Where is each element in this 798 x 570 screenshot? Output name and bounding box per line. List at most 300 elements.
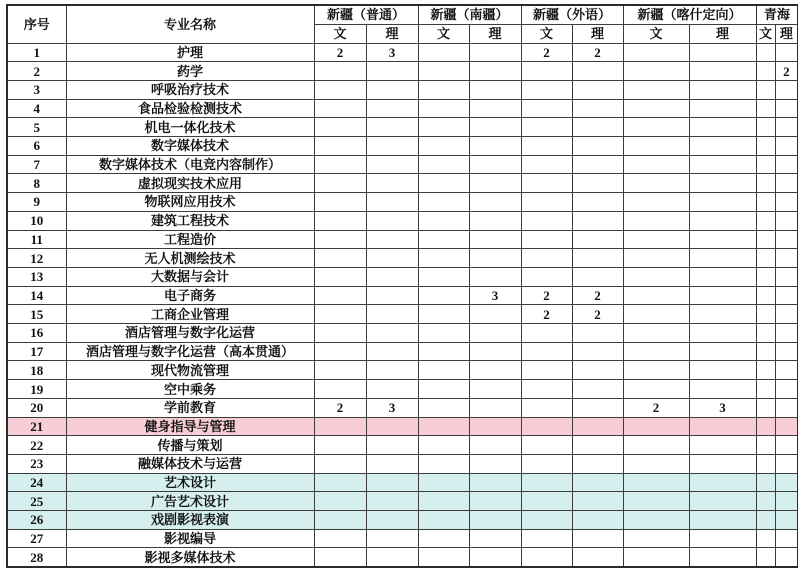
plan-count: [366, 436, 418, 455]
plan-count: [469, 193, 521, 212]
plan-count: [775, 211, 798, 230]
plan-count: 2: [521, 286, 572, 305]
plan-count: [521, 548, 572, 567]
major-name: 物联网应用技术: [66, 193, 314, 212]
row-index: 19: [7, 380, 66, 399]
subcol-general-science: 理: [366, 24, 418, 43]
plan-count: [418, 548, 469, 567]
plan-count: [366, 548, 418, 567]
plan-count: [623, 193, 689, 212]
row-index: 4: [7, 99, 66, 118]
plan-count: [418, 62, 469, 81]
table-row: [7, 454, 798, 473]
plan-count: [756, 99, 775, 118]
plan-count: [572, 174, 623, 193]
plan-count: [314, 286, 366, 305]
plan-count: [623, 99, 689, 118]
table-row: [7, 174, 798, 193]
plan-count: [469, 211, 521, 230]
plan-count: [469, 380, 521, 399]
plan-count: 3: [689, 398, 756, 417]
plan-count: [521, 511, 572, 530]
plan-count: [469, 80, 521, 99]
plan-count: [756, 417, 775, 436]
row-index: 11: [7, 230, 66, 249]
plan-count: [775, 230, 798, 249]
row-index: 16: [7, 324, 66, 343]
subcol-foreign-arts: 文: [521, 24, 572, 43]
table-row: [7, 529, 798, 548]
table-body: [7, 43, 798, 567]
plan-count: [366, 249, 418, 268]
plan-count: [623, 118, 689, 137]
plan-count: [418, 230, 469, 249]
subcol-general-arts: 文: [314, 24, 366, 43]
row-index: 28: [7, 548, 66, 567]
plan-count: [314, 436, 366, 455]
plan-count: [572, 324, 623, 343]
plan-count: [623, 286, 689, 305]
subcol-kashgar-arts: 文: [623, 24, 689, 43]
subcol-south-science: 理: [469, 24, 521, 43]
row-index: 7: [7, 155, 66, 174]
major-name: 艺术设计: [66, 473, 314, 492]
plan-count: [623, 324, 689, 343]
plan-count: [469, 492, 521, 511]
plan-count: [775, 473, 798, 492]
table-row: [7, 249, 798, 268]
plan-count: [521, 361, 572, 380]
major-name: 电子商务: [66, 286, 314, 305]
row-index: 20: [7, 398, 66, 417]
row-index: 21: [7, 417, 66, 436]
plan-count: [521, 230, 572, 249]
plan-count: [366, 137, 418, 156]
plan-count: [572, 118, 623, 137]
col-group-xinjiang-kashgar-directed: 新疆（喀什定向）: [623, 5, 756, 24]
plan-count: [775, 193, 798, 212]
plan-count: [469, 398, 521, 417]
plan-count: [623, 174, 689, 193]
plan-count: [775, 80, 798, 99]
plan-count: [689, 62, 756, 81]
plan-count: [775, 155, 798, 174]
plan-count: [756, 230, 775, 249]
plan-count: [689, 174, 756, 193]
row-index: 24: [7, 473, 66, 492]
plan-count: [314, 80, 366, 99]
plan-count: [572, 155, 623, 174]
plan-count: [572, 249, 623, 268]
row-index: 12: [7, 249, 66, 268]
major-name: 戏剧影视表演: [66, 511, 314, 530]
plan-count: [469, 267, 521, 286]
plan-count: [418, 511, 469, 530]
plan-count: [314, 230, 366, 249]
major-name: 酒店管理与数字化运营（高本贯通）: [66, 342, 314, 361]
plan-count: 2: [314, 398, 366, 417]
plan-count: [623, 230, 689, 249]
table-row: [7, 511, 798, 530]
plan-count: [689, 193, 756, 212]
plan-count: 2: [572, 43, 623, 62]
plan-count: [521, 249, 572, 268]
table-row: [7, 118, 798, 137]
plan-count: [756, 193, 775, 212]
plan-count: [418, 118, 469, 137]
plan-count: [756, 174, 775, 193]
plan-count: [623, 249, 689, 268]
plan-count: [689, 118, 756, 137]
plan-count: [689, 492, 756, 511]
plan-count: [572, 80, 623, 99]
plan-count: [521, 417, 572, 436]
plan-count: [418, 529, 469, 548]
subcol-kashgar-science: 理: [689, 24, 756, 43]
plan-count: [418, 398, 469, 417]
plan-count: [756, 398, 775, 417]
plan-count: [775, 43, 798, 62]
table-row: [7, 324, 798, 343]
plan-count: [366, 417, 418, 436]
plan-count: [469, 118, 521, 137]
row-index: 6: [7, 137, 66, 156]
admission-plan-table: [6, 4, 798, 568]
plan-count: [623, 548, 689, 567]
plan-count: [689, 511, 756, 530]
plan-count: [689, 211, 756, 230]
plan-count: [418, 454, 469, 473]
plan-count: [469, 511, 521, 530]
plan-count: [775, 436, 798, 455]
plan-count: [314, 305, 366, 324]
major-name: 现代物流管理: [66, 361, 314, 380]
plan-count: [775, 324, 798, 343]
plan-count: [521, 118, 572, 137]
row-index: 14: [7, 286, 66, 305]
row-index: 3: [7, 80, 66, 99]
plan-count: [775, 548, 798, 567]
plan-count: [366, 511, 418, 530]
major-name: 影视多媒体技术: [66, 548, 314, 567]
plan-count: [314, 548, 366, 567]
col-group-xinjiang-general: 新疆（普通）: [314, 5, 418, 24]
plan-count: [469, 99, 521, 118]
row-index: 13: [7, 267, 66, 286]
plan-count: [623, 380, 689, 399]
plan-count: [418, 324, 469, 343]
row-index: 10: [7, 211, 66, 230]
plan-count: [314, 155, 366, 174]
plan-count: [366, 454, 418, 473]
plan-count: [775, 511, 798, 530]
plan-count: [572, 417, 623, 436]
plan-count: [623, 62, 689, 81]
plan-count: [756, 155, 775, 174]
table-row: [7, 380, 798, 399]
row-index: 27: [7, 529, 66, 548]
plan-count: [689, 305, 756, 324]
plan-count: [366, 267, 418, 286]
plan-count: [623, 473, 689, 492]
table-row: [7, 43, 798, 62]
plan-count: [689, 230, 756, 249]
plan-count: [469, 137, 521, 156]
plan-count: [314, 62, 366, 81]
plan-count: [756, 380, 775, 399]
major-name: 空中乘务: [66, 380, 314, 399]
major-name: 无人机测绘技术: [66, 249, 314, 268]
plan-count: [756, 118, 775, 137]
plan-count: [775, 99, 798, 118]
row-index: 18: [7, 361, 66, 380]
plan-count: [418, 492, 469, 511]
plan-count: [469, 155, 521, 174]
plan-count: [521, 473, 572, 492]
plan-count: [756, 211, 775, 230]
plan-count: [418, 286, 469, 305]
plan-count: [756, 249, 775, 268]
plan-count: [689, 286, 756, 305]
table-row: [7, 193, 798, 212]
plan-count: [314, 174, 366, 193]
plan-count: [775, 417, 798, 436]
major-name: 数字媒体技术（电竞内容制作）: [66, 155, 314, 174]
plan-count: [418, 80, 469, 99]
table-header: [7, 5, 798, 43]
plan-count: [521, 324, 572, 343]
major-name: 建筑工程技术: [66, 211, 314, 230]
plan-count: [689, 80, 756, 99]
plan-count: [689, 249, 756, 268]
plan-count: [623, 454, 689, 473]
plan-count: [469, 174, 521, 193]
major-name: 酒店管理与数字化运营: [66, 324, 314, 343]
plan-count: [756, 62, 775, 81]
plan-count: [521, 80, 572, 99]
plan-count: [572, 193, 623, 212]
plan-count: [469, 417, 521, 436]
plan-count: [623, 529, 689, 548]
table-row: [7, 137, 798, 156]
plan-count: [521, 193, 572, 212]
table-row: [7, 398, 798, 417]
plan-count: [756, 137, 775, 156]
major-name: 食品检验检测技术: [66, 99, 314, 118]
plan-count: [689, 454, 756, 473]
plan-count: [756, 361, 775, 380]
plan-count: [314, 193, 366, 212]
plan-count: [314, 118, 366, 137]
plan-count: [623, 43, 689, 62]
plan-count: [314, 137, 366, 156]
plan-count: [572, 511, 623, 530]
plan-count: [572, 342, 623, 361]
plan-count: [418, 155, 469, 174]
col-group-xinjiang-foreign-lang: 新疆（外语）: [521, 5, 623, 24]
plan-count: [469, 305, 521, 324]
plan-count: [756, 80, 775, 99]
plan-count: [572, 211, 623, 230]
col-header-index: 序号: [7, 5, 66, 43]
plan-count: [521, 211, 572, 230]
plan-count: [623, 342, 689, 361]
plan-count: [418, 417, 469, 436]
row-index: 9: [7, 193, 66, 212]
header-row-groups: [7, 5, 798, 24]
plan-count: [469, 342, 521, 361]
plan-count: 2: [314, 43, 366, 62]
major-name: 机电一体化技术: [66, 118, 314, 137]
plan-count: [775, 249, 798, 268]
plan-count: [756, 529, 775, 548]
plan-count: [572, 137, 623, 156]
plan-count: [366, 155, 418, 174]
plan-count: [366, 80, 418, 99]
plan-count: [418, 342, 469, 361]
plan-count: 2: [775, 62, 798, 81]
plan-count: 3: [366, 398, 418, 417]
plan-count: [469, 361, 521, 380]
col-group-qinghai: 青海: [756, 5, 798, 24]
major-name: 大数据与会计: [66, 267, 314, 286]
plan-count: [689, 324, 756, 343]
plan-count: [572, 548, 623, 567]
row-index: 22: [7, 436, 66, 455]
plan-count: [756, 324, 775, 343]
plan-count: [418, 193, 469, 212]
plan-count: [366, 492, 418, 511]
plan-count: [521, 436, 572, 455]
plan-count: 3: [366, 43, 418, 62]
plan-count: [521, 267, 572, 286]
plan-count: [623, 267, 689, 286]
row-index: 15: [7, 305, 66, 324]
plan-count: [756, 305, 775, 324]
plan-count: [623, 436, 689, 455]
plan-count: [572, 267, 623, 286]
plan-count: [314, 99, 366, 118]
table-row: [7, 99, 798, 118]
plan-count: 2: [623, 398, 689, 417]
plan-count: 3: [469, 286, 521, 305]
plan-count: [689, 267, 756, 286]
major-name: 融媒体技术与运营: [66, 454, 314, 473]
plan-count: [469, 473, 521, 492]
plan-count: [314, 211, 366, 230]
table-row: [7, 436, 798, 455]
table-row: [7, 267, 798, 286]
plan-count: [623, 211, 689, 230]
plan-count: [366, 529, 418, 548]
plan-count: [689, 417, 756, 436]
plan-count: [418, 249, 469, 268]
plan-count: [314, 511, 366, 530]
plan-count: [572, 436, 623, 455]
plan-count: [572, 529, 623, 548]
plan-count: [756, 43, 775, 62]
plan-count: [572, 398, 623, 417]
plan-count: [623, 361, 689, 380]
plan-count: [775, 492, 798, 511]
major-name: 数字媒体技术: [66, 137, 314, 156]
plan-count: [521, 137, 572, 156]
plan-count: [775, 361, 798, 380]
plan-count: [521, 174, 572, 193]
plan-count: [469, 230, 521, 249]
plan-count: [572, 361, 623, 380]
plan-count: [775, 398, 798, 417]
table-row: [7, 62, 798, 81]
plan-count: [689, 155, 756, 174]
table-row: [7, 548, 798, 567]
table-row: [7, 305, 798, 324]
plan-count: [756, 548, 775, 567]
major-name: 传播与策划: [66, 436, 314, 455]
plan-count: [366, 230, 418, 249]
plan-count: [756, 511, 775, 530]
table-row: [7, 492, 798, 511]
plan-count: [469, 454, 521, 473]
plan-count: [689, 137, 756, 156]
table-row: [7, 473, 798, 492]
plan-count: [572, 62, 623, 81]
col-group-xinjiang-south: 新疆（南疆）: [418, 5, 521, 24]
subcol-foreign-science: 理: [572, 24, 623, 43]
plan-count: [521, 99, 572, 118]
plan-count: [623, 137, 689, 156]
major-name: 呼吸治疗技术: [66, 80, 314, 99]
table-row: [7, 417, 798, 436]
plan-count: [572, 99, 623, 118]
table-row: [7, 342, 798, 361]
plan-count: [572, 230, 623, 249]
plan-count: [689, 380, 756, 399]
subcol-qinghai-science: 理: [775, 24, 798, 43]
plan-count: [418, 174, 469, 193]
plan-count: [314, 267, 366, 286]
plan-count: [469, 436, 521, 455]
plan-count: [775, 137, 798, 156]
plan-count: [623, 155, 689, 174]
plan-count: [572, 380, 623, 399]
major-name: 虚拟现实技术应用: [66, 174, 314, 193]
plan-count: [689, 473, 756, 492]
plan-count: [756, 342, 775, 361]
plan-count: [756, 267, 775, 286]
plan-count: 2: [521, 43, 572, 62]
major-name: 影视编导: [66, 529, 314, 548]
plan-count: [418, 267, 469, 286]
plan-count: [418, 43, 469, 62]
plan-count: [469, 529, 521, 548]
row-index: 25: [7, 492, 66, 511]
plan-count: [756, 436, 775, 455]
plan-count: [314, 473, 366, 492]
plan-count: [689, 361, 756, 380]
plan-count: 2: [521, 305, 572, 324]
subcol-qinghai-arts: 文: [756, 24, 775, 43]
plan-count: [689, 436, 756, 455]
plan-count: [366, 473, 418, 492]
plan-count: [366, 324, 418, 343]
plan-count: [775, 267, 798, 286]
plan-count: [775, 305, 798, 324]
table-row: [7, 230, 798, 249]
row-index: 2: [7, 62, 66, 81]
major-name: 护理: [66, 43, 314, 62]
plan-count: [469, 62, 521, 81]
